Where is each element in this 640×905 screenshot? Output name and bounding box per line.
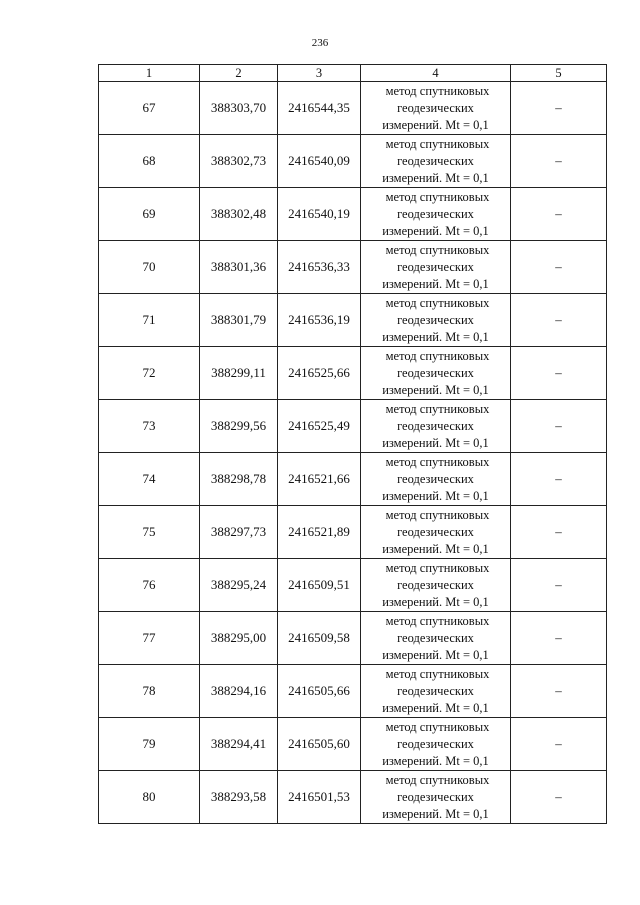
method-line-2: геодезических — [397, 630, 474, 645]
method-line-3: измерений. Mt = 0,1 — [382, 594, 489, 609]
method-cell — [361, 294, 511, 347]
point-number: 75 — [99, 506, 200, 559]
note-cell: – — [511, 400, 607, 453]
coordinate-y: 2416525,66 — [278, 347, 361, 400]
note-cell: – — [511, 612, 607, 665]
method-line-1: метод спутниковых — [385, 401, 490, 416]
point-number: 67 — [99, 82, 200, 135]
column-header-5: 5 — [511, 65, 607, 82]
point-number: 72 — [99, 347, 200, 400]
method-line-1: метод спутниковых — [385, 83, 490, 98]
table-header-row — [99, 65, 607, 82]
method-cell — [361, 347, 511, 400]
point-number: 74 — [99, 453, 200, 506]
method-line-1: метод спутниковых — [385, 295, 490, 310]
method-line-1: метод спутниковых — [385, 189, 490, 204]
coordinate-y: 2416540,19 — [278, 188, 361, 241]
coordinate-x: 388299,11 — [200, 347, 278, 400]
note-cell: – — [511, 294, 607, 347]
note-cell: – — [511, 665, 607, 718]
coordinate-x: 388294,16 — [200, 665, 278, 718]
method-line-3: измерений. Mt = 0,1 — [382, 276, 489, 291]
method-line-3: измерений. Mt = 0,1 — [382, 329, 489, 344]
method-line-3: измерений. Mt = 0,1 — [382, 806, 489, 821]
method-cell — [361, 135, 511, 188]
column-header-4: 4 — [361, 65, 511, 82]
method-line-2: геодезических — [397, 100, 474, 115]
method-line-2: геодезических — [397, 153, 474, 168]
method-line-2: геодезических — [397, 736, 474, 751]
note-cell: – — [511, 82, 607, 135]
point-number: 80 — [99, 771, 200, 824]
table-row — [99, 400, 607, 453]
table-row — [99, 453, 607, 506]
method-line-1: метод спутниковых — [385, 454, 490, 469]
method-line-1: метод спутниковых — [385, 613, 490, 628]
method-line-1: метод спутниковых — [385, 560, 490, 575]
coordinate-y: 2416536,33 — [278, 241, 361, 294]
table-row — [99, 294, 607, 347]
point-number: 70 — [99, 241, 200, 294]
method-cell — [361, 612, 511, 665]
note-cell: – — [511, 453, 607, 506]
note-cell: – — [511, 559, 607, 612]
point-number: 78 — [99, 665, 200, 718]
method-line-2: геодезических — [397, 683, 474, 698]
note-cell: – — [511, 135, 607, 188]
coordinate-y: 2416509,51 — [278, 559, 361, 612]
coordinate-x: 388302,73 — [200, 135, 278, 188]
method-line-2: геодезических — [397, 471, 474, 486]
table-row — [99, 82, 607, 135]
coordinate-y: 2416505,60 — [278, 718, 361, 771]
method-line-1: метод спутниковых — [385, 507, 490, 522]
note-cell: – — [511, 188, 607, 241]
coordinate-y: 2416521,89 — [278, 506, 361, 559]
point-number: 79 — [99, 718, 200, 771]
method-line-1: метод спутниковых — [385, 136, 490, 151]
coordinate-x: 388293,58 — [200, 771, 278, 824]
table-row — [99, 718, 607, 771]
method-line-2: геодезических — [397, 259, 474, 274]
coordinate-x: 388297,73 — [200, 506, 278, 559]
method-cell — [361, 453, 511, 506]
coordinate-x: 388295,24 — [200, 559, 278, 612]
method-line-1: метод спутниковых — [385, 348, 490, 363]
coordinate-x: 388298,78 — [200, 453, 278, 506]
coordinate-x: 388303,70 — [200, 82, 278, 135]
page-number: 236 — [311, 37, 329, 49]
method-cell — [361, 82, 511, 135]
method-line-3: измерений. Mt = 0,1 — [382, 382, 489, 397]
coordinate-x: 388301,36 — [200, 241, 278, 294]
method-cell — [361, 241, 511, 294]
point-number: 77 — [99, 612, 200, 665]
coordinate-y: 2416521,66 — [278, 453, 361, 506]
method-line-1: метод спутниковых — [385, 772, 490, 787]
note-cell: – — [511, 241, 607, 294]
method-line-3: измерений. Mt = 0,1 — [382, 170, 489, 185]
note-cell: – — [511, 718, 607, 771]
coordinate-y: 2416544,35 — [278, 82, 361, 135]
table-body — [99, 82, 607, 824]
column-header-1: 1 — [99, 65, 200, 82]
method-line-3: измерений. Mt = 0,1 — [382, 700, 489, 715]
coordinate-y: 2416536,19 — [278, 294, 361, 347]
coordinate-x: 388301,79 — [200, 294, 278, 347]
method-line-2: геодезических — [397, 206, 474, 221]
point-number: 73 — [99, 400, 200, 453]
point-number: 76 — [99, 559, 200, 612]
note-cell: – — [511, 506, 607, 559]
table-row — [99, 559, 607, 612]
method-line-1: метод спутниковых — [385, 719, 490, 734]
column-header-3: 3 — [278, 65, 361, 82]
coordinate-x: 388302,48 — [200, 188, 278, 241]
coordinate-y: 2416509,58 — [278, 612, 361, 665]
method-cell — [361, 665, 511, 718]
column-header-2: 2 — [200, 65, 278, 82]
point-number: 71 — [99, 294, 200, 347]
coordinate-y: 2416505,66 — [278, 665, 361, 718]
method-cell — [361, 771, 511, 824]
method-line-3: измерений. Mt = 0,1 — [382, 541, 489, 556]
table-row — [99, 188, 607, 241]
method-line-2: геодезических — [397, 312, 474, 327]
method-cell — [361, 718, 511, 771]
table-row — [99, 612, 607, 665]
method-line-3: измерений. Mt = 0,1 — [382, 647, 489, 662]
coordinate-y: 2416501,53 — [278, 771, 361, 824]
note-cell: – — [511, 347, 607, 400]
method-line-2: геодезических — [397, 577, 474, 592]
point-number: 69 — [99, 188, 200, 241]
coordinate-y: 2416525,49 — [278, 400, 361, 453]
method-cell — [361, 188, 511, 241]
table-row — [99, 506, 607, 559]
method-line-1: метод спутниковых — [385, 242, 490, 257]
method-line-2: геодезических — [397, 365, 474, 380]
method-line-3: измерений. Mt = 0,1 — [382, 753, 489, 768]
table-row — [99, 665, 607, 718]
note-cell: – — [511, 771, 607, 824]
point-number: 68 — [99, 135, 200, 188]
method-line-2: геодезических — [397, 524, 474, 539]
coordinate-y: 2416540,09 — [278, 135, 361, 188]
method-cell — [361, 400, 511, 453]
table-row — [99, 347, 607, 400]
coordinate-x: 388294,41 — [200, 718, 278, 771]
coordinate-x: 388299,56 — [200, 400, 278, 453]
method-cell — [361, 559, 511, 612]
method-line-3: измерений. Mt = 0,1 — [382, 488, 489, 503]
table-row — [99, 771, 607, 824]
method-line-2: геодезических — [397, 789, 474, 804]
table-row — [99, 135, 607, 188]
table-row — [99, 241, 607, 294]
coordinates-table — [98, 64, 607, 824]
method-line-3: измерений. Mt = 0,1 — [382, 117, 489, 132]
method-line-3: измерений. Mt = 0,1 — [382, 223, 489, 238]
method-line-3: измерений. Mt = 0,1 — [382, 435, 489, 450]
coordinate-x: 388295,00 — [200, 612, 278, 665]
method-line-2: геодезических — [397, 418, 474, 433]
method-line-1: метод спутниковых — [385, 666, 490, 681]
method-cell — [361, 506, 511, 559]
